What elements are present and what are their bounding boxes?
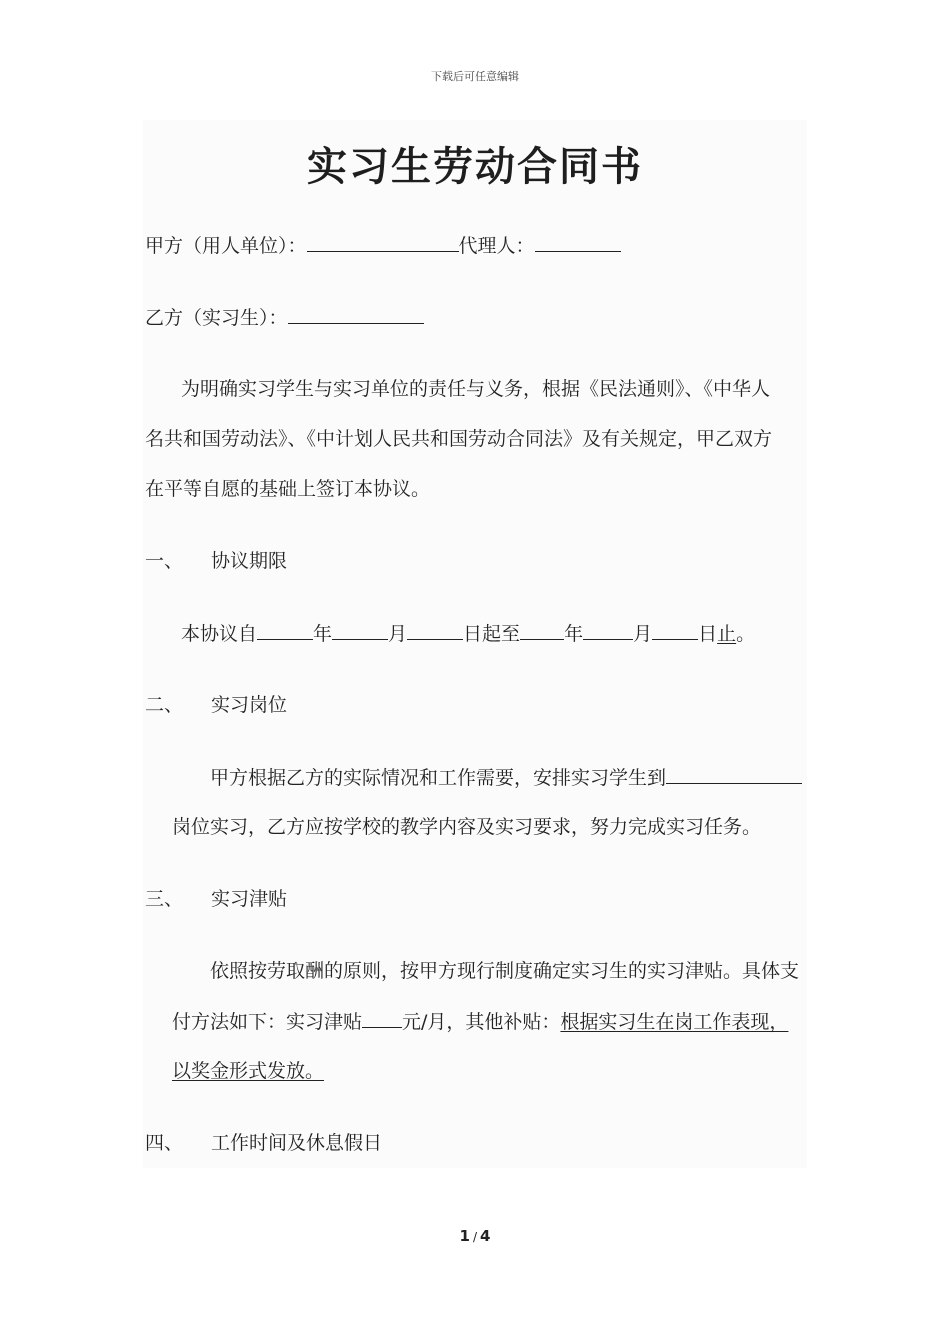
section-title: 工作时间及休息假日 <box>211 1132 383 1154</box>
section-number: 一、 <box>145 550 184 572</box>
term-year: 年 <box>313 623 333 645</box>
document-title: 实习生劳动合同书 <box>307 144 643 190</box>
party-a-label: 甲方（用人单位）： <box>145 235 307 257</box>
allowance-line-3: 以奖金形式发放。 <box>172 1060 325 1082</box>
section-title: 实习岗位 <box>211 694 288 716</box>
allowance-other-text: 根据实习生在岗工作表现， <box>560 1011 789 1033</box>
party-b-line <box>145 305 424 330</box>
section-title: 协议期限 <box>211 550 288 572</box>
position-line-1 <box>210 765 802 790</box>
term-prefix: 本协议自 <box>181 623 258 645</box>
start-day-blank[interactable] <box>407 621 463 640</box>
section-number: 四、 <box>145 1132 184 1154</box>
term-line <box>181 621 755 646</box>
page-separator: / <box>472 1230 478 1244</box>
party-b-blank[interactable] <box>288 305 424 324</box>
intro-line-1: 为明确实习学生与实习单位的责任与义务，根据《民法通则》、《中华人 <box>181 378 771 400</box>
section-heading-1 <box>145 549 287 573</box>
end-day-blank[interactable] <box>652 621 698 640</box>
end-month-blank[interactable] <box>583 621 633 640</box>
header-note: 下载后可任意编辑 <box>431 70 519 83</box>
party-a-line <box>145 233 621 258</box>
start-month-blank[interactable] <box>332 621 388 640</box>
intro-line-3: 在平等自愿的基础上签订本协议。 <box>145 478 431 500</box>
page-current: 1 <box>459 1227 470 1245</box>
position-blank[interactable] <box>666 765 802 784</box>
agent-blank[interactable] <box>535 233 621 252</box>
intro-line-2: 名共和国劳动法》、《中计划人民共和国劳动合同法》及有关规定，甲乙双方 <box>145 428 773 450</box>
party-a-blank[interactable] <box>307 233 459 252</box>
allowance-line-1: 依照按劳取酬的原则，按甲方现行制度确定实习生的实习津贴。具体支 <box>210 960 800 982</box>
page-total: 4 <box>480 1227 491 1245</box>
page-number <box>0 1227 950 1245</box>
term-year-2: 年 <box>564 623 584 645</box>
section-heading-3 <box>145 887 287 911</box>
term-day-from: 日起至 <box>463 623 521 645</box>
end-year-blank[interactable] <box>520 621 564 640</box>
start-year-blank[interactable] <box>257 621 313 640</box>
allowance-amount-blank[interactable] <box>362 1009 402 1028</box>
term-month-2: 月 <box>633 623 653 645</box>
section-number: 二、 <box>145 694 184 716</box>
term-period: 。 <box>736 623 756 645</box>
term-month: 月 <box>388 623 408 645</box>
term-end: 止 <box>717 623 737 645</box>
agent-label: 代理人： <box>458 235 535 257</box>
section-heading-2 <box>145 693 287 717</box>
section-title: 实习津贴 <box>211 888 288 910</box>
position-line-2: 岗位实习，乙方应按学校的教学内容及实习要求，努力完成实习任务。 <box>172 816 762 838</box>
term-day-2: 日 <box>698 623 718 645</box>
allowance-unit: 元/月，其他补贴： <box>402 1011 561 1033</box>
party-b-label: 乙方（实习生）： <box>145 307 288 329</box>
allowance-line-2 <box>172 1009 788 1034</box>
position-text: 甲方根据乙方的实际情况和工作需要，安排实习学生到 <box>210 767 667 789</box>
section-heading-4 <box>145 1131 382 1155</box>
section-number: 三、 <box>145 888 184 910</box>
allowance-prefix: 付方法如下：实习津贴 <box>172 1011 363 1033</box>
